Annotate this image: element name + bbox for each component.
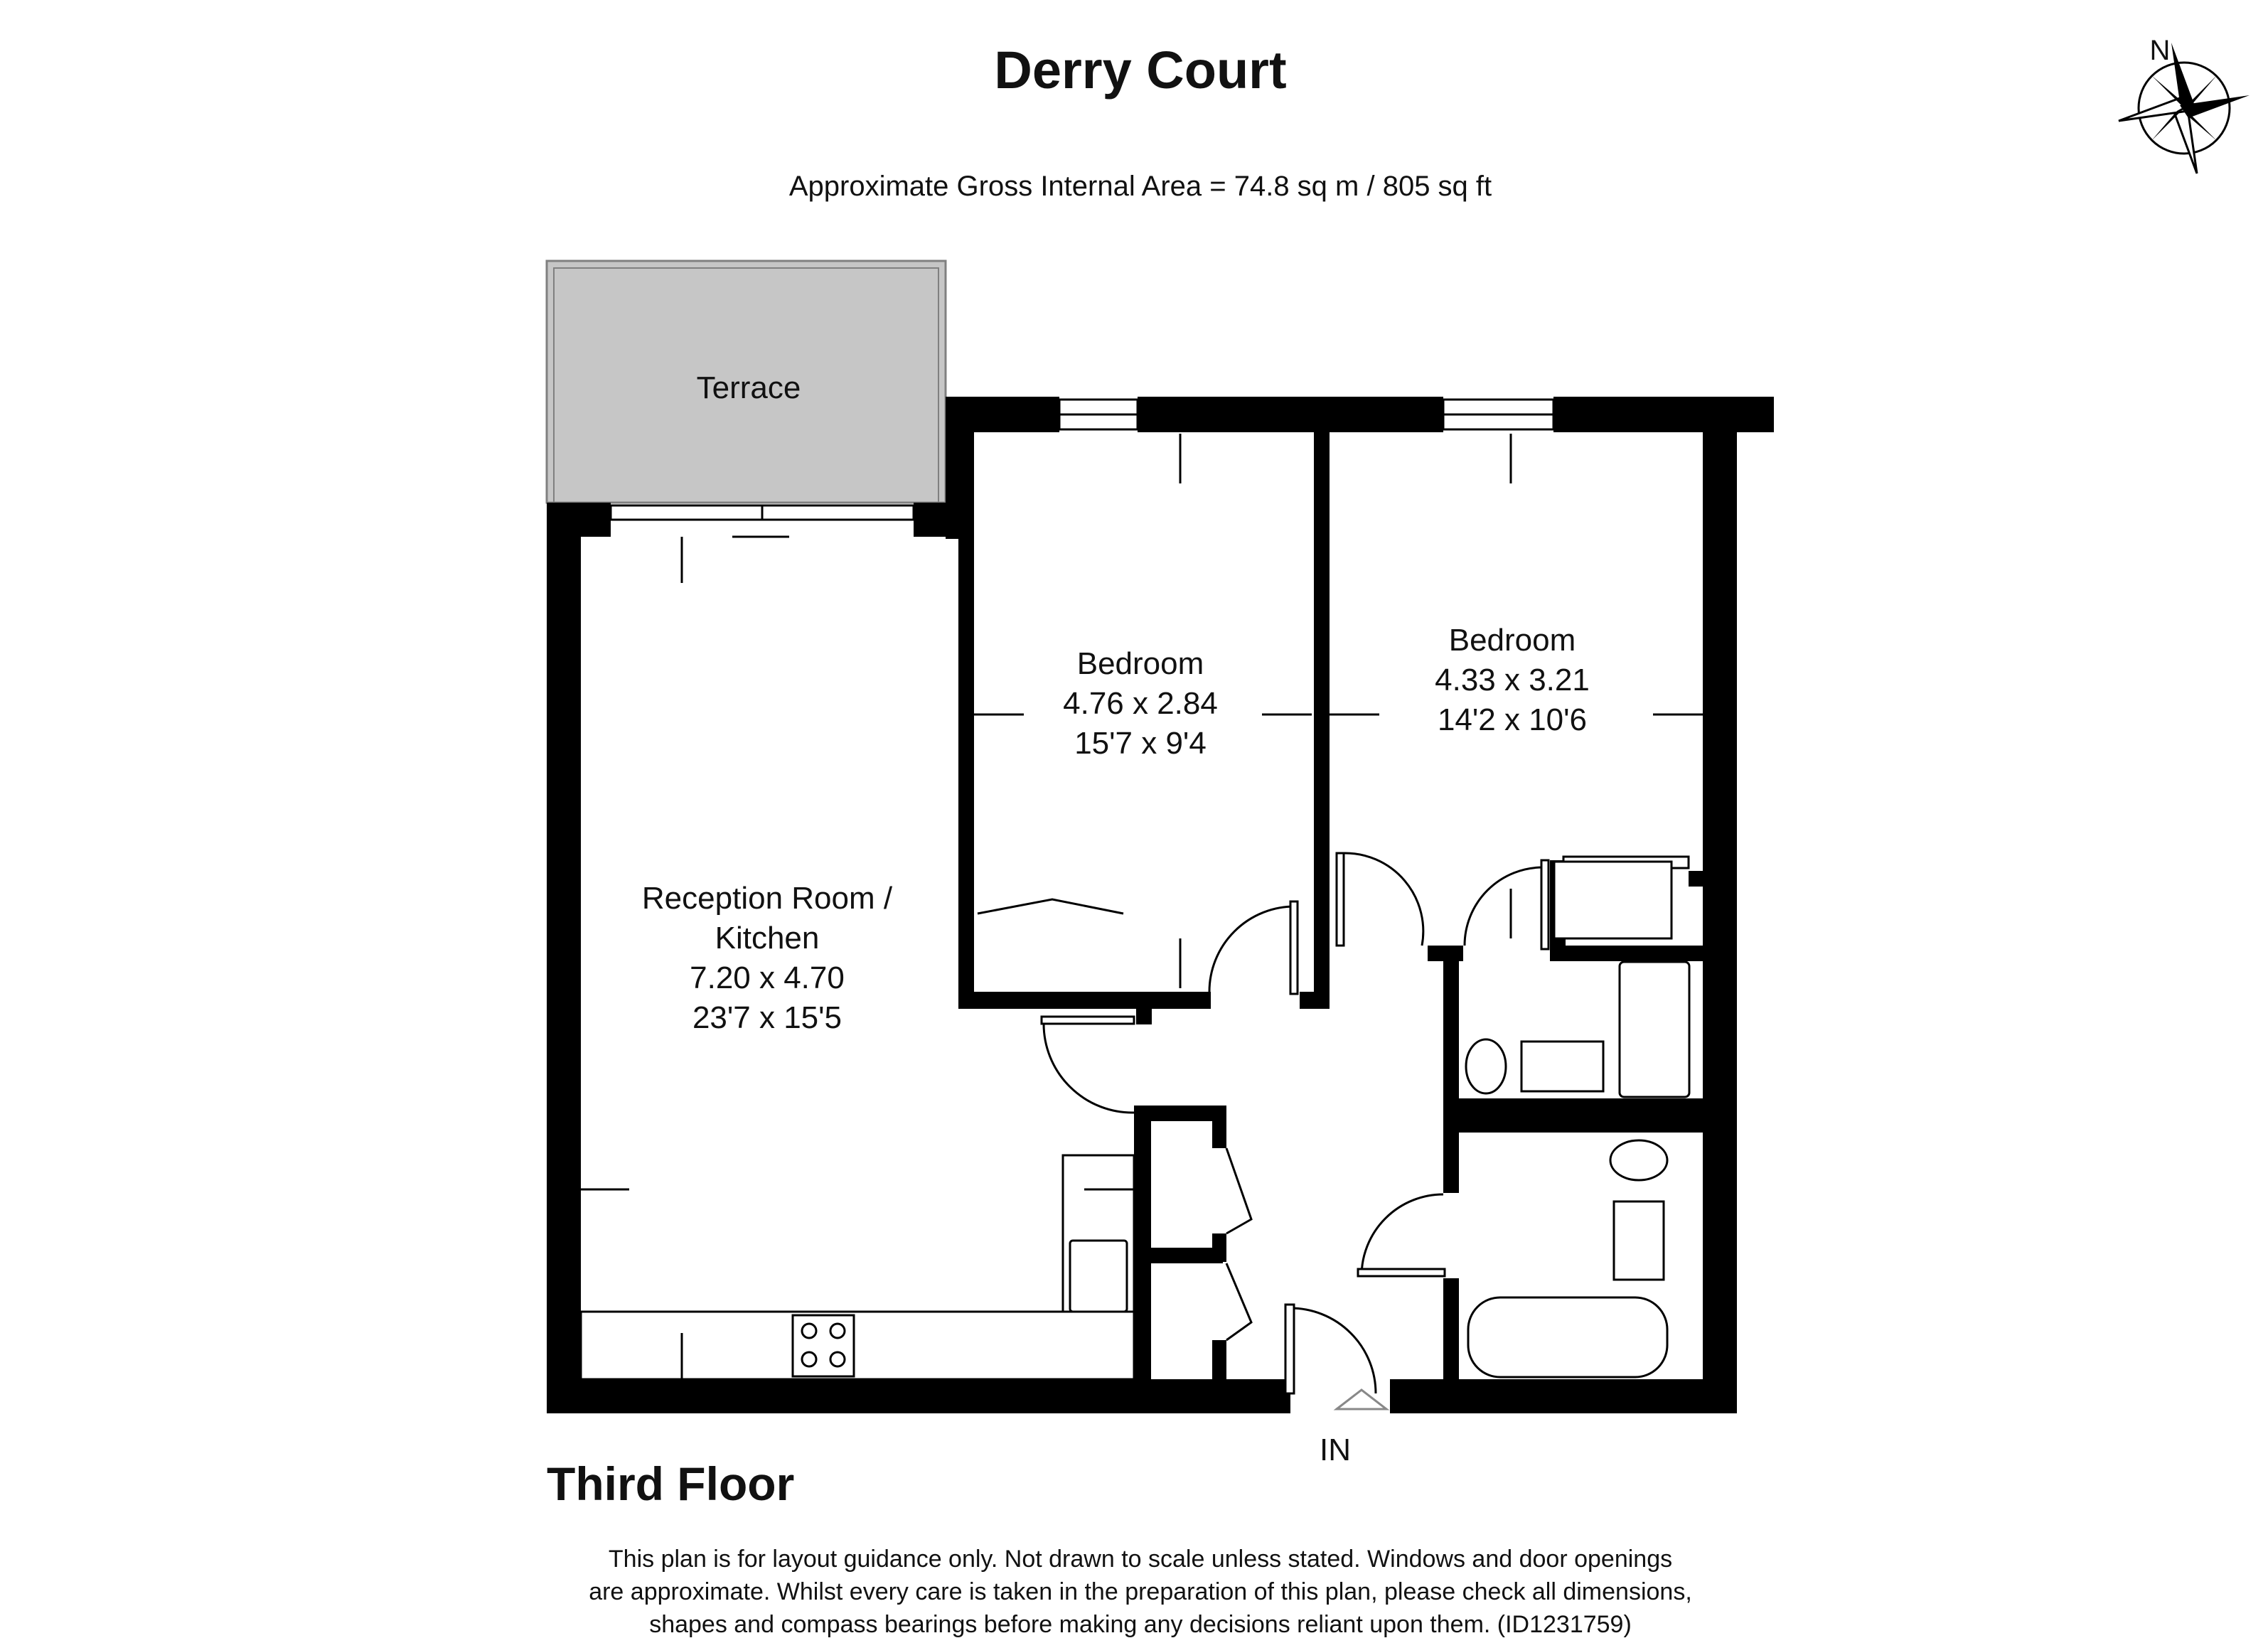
entrance-label: IN [1320, 1433, 1351, 1467]
reception-name-line2: Kitchen [715, 921, 820, 956]
plan-title: Derry Court [994, 41, 1287, 100]
reception-imperial: 23'7 x 15'5 [692, 1000, 843, 1035]
reception-metric: 7.20 x 4.70 [690, 960, 845, 995]
terrace-label: Terrace [696, 370, 801, 405]
area-summary: Approximate Gross Internal Area = 74.8 sq m / 805 sq ft [788, 171, 1492, 202]
compass-icon [2119, 43, 2250, 173]
bedroom1-name: Bedroom [1076, 646, 1204, 681]
reception-name-line1: Reception Room / [641, 881, 893, 916]
disclaimer-line-2: are approximate. Whilst every care is taken in the preparation of this plan, please check all dimensions, [589, 1578, 1692, 1605]
bedroom2-imperial: 14'2 x 10'6 [1437, 702, 1588, 737]
bedroom2-metric: 4.33 x 3.21 [1435, 663, 1590, 697]
bedroom2-name: Bedroom [1448, 623, 1576, 658]
disclaimer-line-1: This plan is for layout guidance only. Not drawn to scale unless stated. Windows and door openings [608, 1546, 1673, 1573]
floor-label: Third Floor [547, 1457, 795, 1510]
bedroom1-imperial: 15'7 x 9'4 [1074, 726, 1207, 761]
disclaimer-line-3: shapes and compass bearings before making any decisions reliant upon them. (ID1231759) [649, 1611, 1632, 1638]
compass-north-label: N [2149, 35, 2171, 66]
bedroom1-metric: 4.76 x 2.84 [1063, 686, 1218, 721]
